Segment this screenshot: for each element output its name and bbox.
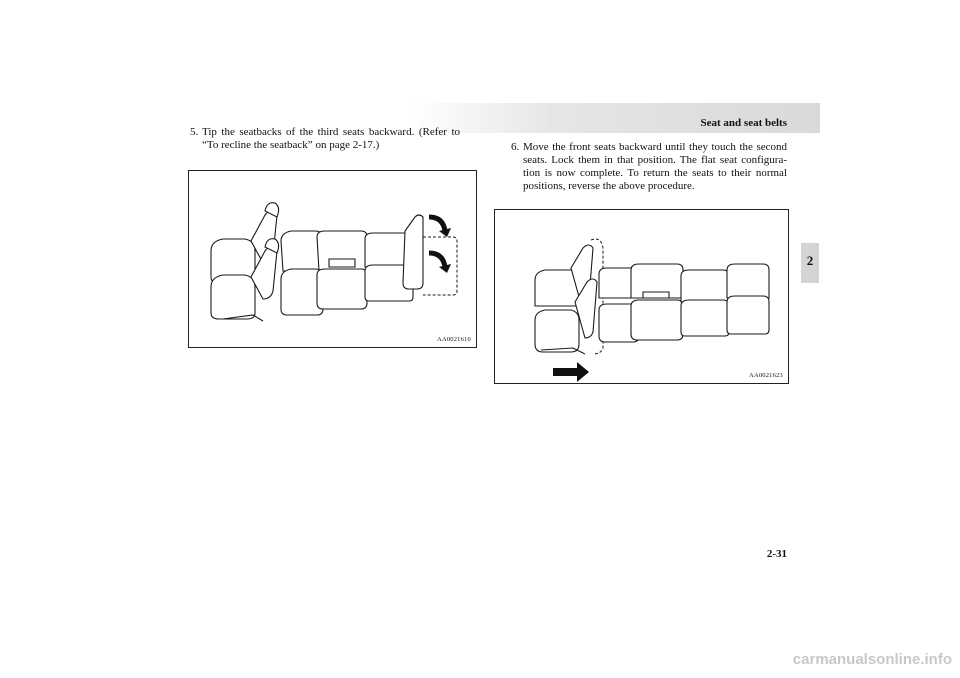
front-seats-moved (535, 239, 603, 354)
seat-illustration-2 (495, 210, 788, 383)
seat-illustration-1 (189, 171, 476, 347)
figure-flat-seat-configuration (494, 209, 789, 384)
figure-third-seats-reclined (188, 170, 477, 348)
step-text: Move the front seats backward until they touch the second seats. Lock them in that position. The flat seat configura-tion is now complete. To return the seats to their normal positions, reverse the above procedure. (523, 141, 787, 192)
chapter-number: 2 (806, 253, 814, 268)
recline-arrows (429, 217, 451, 273)
step-text: Tip the seatbacks of the third seats backward. (Refer to “To recline the seatback” on page 2-17.) (202, 126, 460, 151)
page-number: 2-31 (766, 548, 787, 560)
watermark[interactable]: carmanualsonline.info (792, 651, 952, 668)
second-row-seats (599, 264, 683, 342)
figure-code: AA0021623 (749, 372, 783, 379)
figure-code: AA0021610 (437, 336, 471, 343)
step-number: 6. (511, 141, 520, 153)
step-5 (190, 126, 460, 152)
move-backward-arrow (553, 362, 589, 382)
second-row-seats (281, 231, 367, 315)
section-title: Seat and seat belts (700, 117, 787, 129)
step-number: 5. (190, 126, 199, 138)
chapter-tab (801, 243, 819, 283)
step-6 (511, 141, 787, 193)
third-row-seats (681, 264, 769, 336)
